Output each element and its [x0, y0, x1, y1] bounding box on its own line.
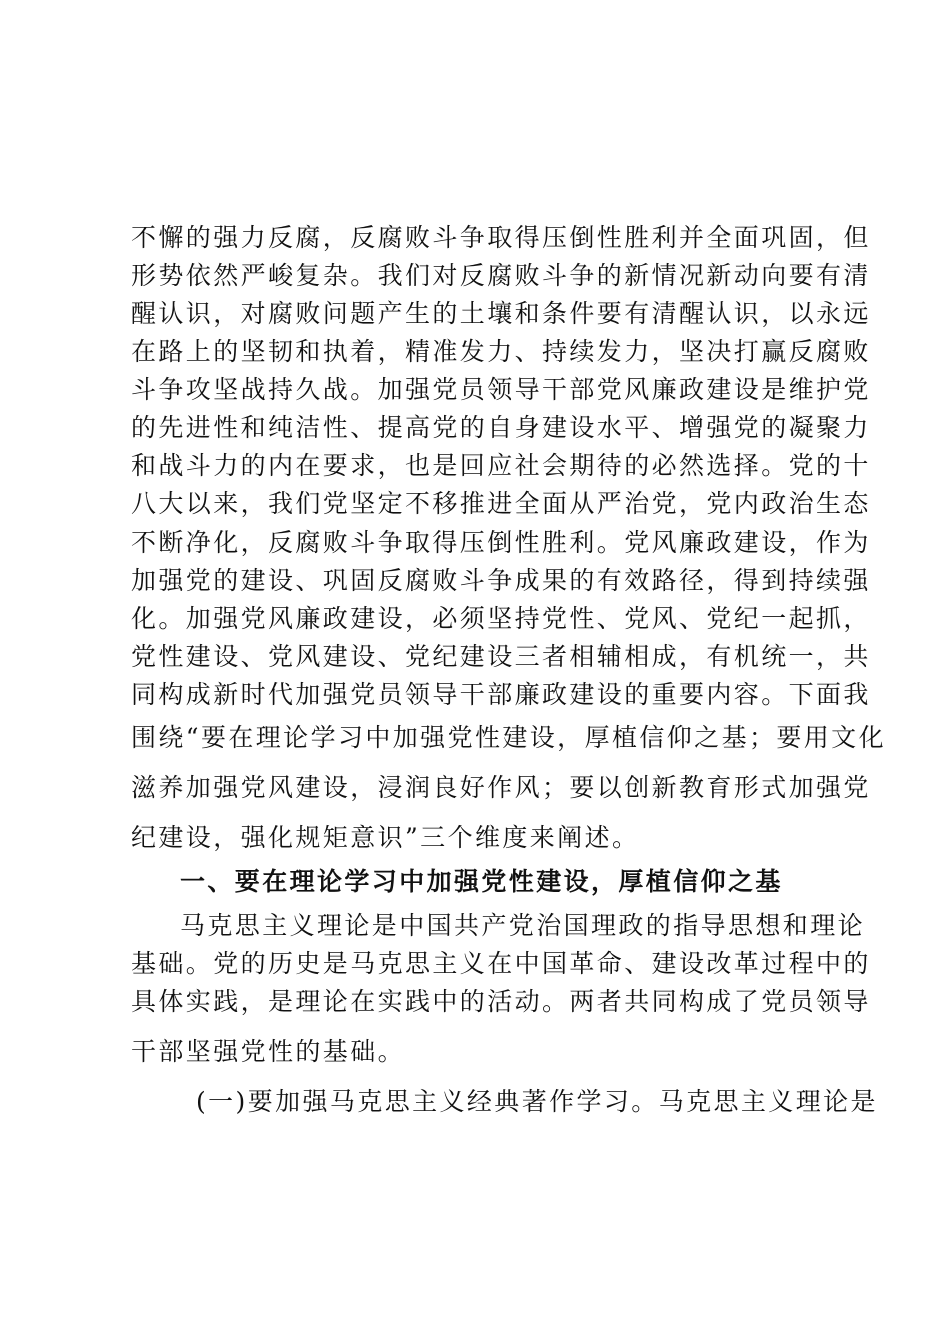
paragraph-line: 滋养加强党风建设，浸润良好作风；要以创新教育形式加强党 [131, 773, 871, 802]
paragraph-line: 加强党的建设、巩固反腐败斗争成果的有效路径，得到持续强 [131, 566, 871, 595]
paragraph-line: 的先进性和纯洁性、提高党的自身建设水平、增强党的凝聚力 [131, 413, 871, 442]
paragraph-line: 八大以来，我们党坚定不移推进全面从严治党，党内政治生态 [131, 489, 871, 518]
section-heading: 一、要在理论学习中加强党性建设，厚植信仰之基 [180, 867, 783, 896]
paragraph-line: 干部坚强党性的基础。 [131, 1037, 406, 1066]
paragraph-line: 基础。党的历史是马克思主义在中国革命、建设改革过程中的 [131, 949, 871, 978]
paragraph-line: 不断净化，反腐败斗争取得压倒性胜利。党风廉政建设，作为 [131, 528, 871, 557]
paragraph-line: 同构成新时代加强党员领导干部廉政建设的重要内容。下面我 [131, 680, 871, 709]
paragraph-line: 化。加强党风廉政建设，必须坚持党性、党风、党纪一起抓， [131, 604, 871, 633]
paragraph-line: 马克思主义理论是中国共产党治国理政的指导思想和理论 [180, 911, 866, 940]
paragraph-line: 党性建设、党风建设、党纪建设三者相辅相成，有机统一，共 [131, 642, 871, 671]
paragraph-line: 醒认识，对腐败问题产生的土壤和条件要有清醒认识，以永远 [131, 299, 871, 328]
paragraph-line: 具体实践，是理论在实践中的活动。两者共同构成了党员领导 [131, 987, 871, 1016]
paragraph-line: 在路上的坚韧和执着，精准发力、持续发力，坚决打赢反腐败 [131, 337, 871, 366]
paragraph-line: 斗争攻坚战持久战。加强党员领导干部党风廉政建设是维护党 [131, 375, 871, 404]
paragraph-line: 不懈的强力反腐，反腐败斗争取得压倒性胜利并全面巩固，但 [131, 223, 871, 252]
paragraph-line: 围绕“要在理论学习中加强党性建设，厚植信仰之基；要用文化 [131, 723, 886, 752]
paragraph-line: 形势依然严峻复杂。我们对反腐败斗争的新情况新动向要有清 [131, 261, 871, 290]
subsection-line: (一)要加强马克思主义经典著作学习。马克思主义理论是 [196, 1087, 878, 1116]
paragraph-line: 纪建设，强化规矩意识”三个维度来阐述。 [131, 823, 640, 852]
paragraph-line: 和战斗力的内在要求，也是回应社会期待的必然选择。党的十 [131, 451, 871, 480]
